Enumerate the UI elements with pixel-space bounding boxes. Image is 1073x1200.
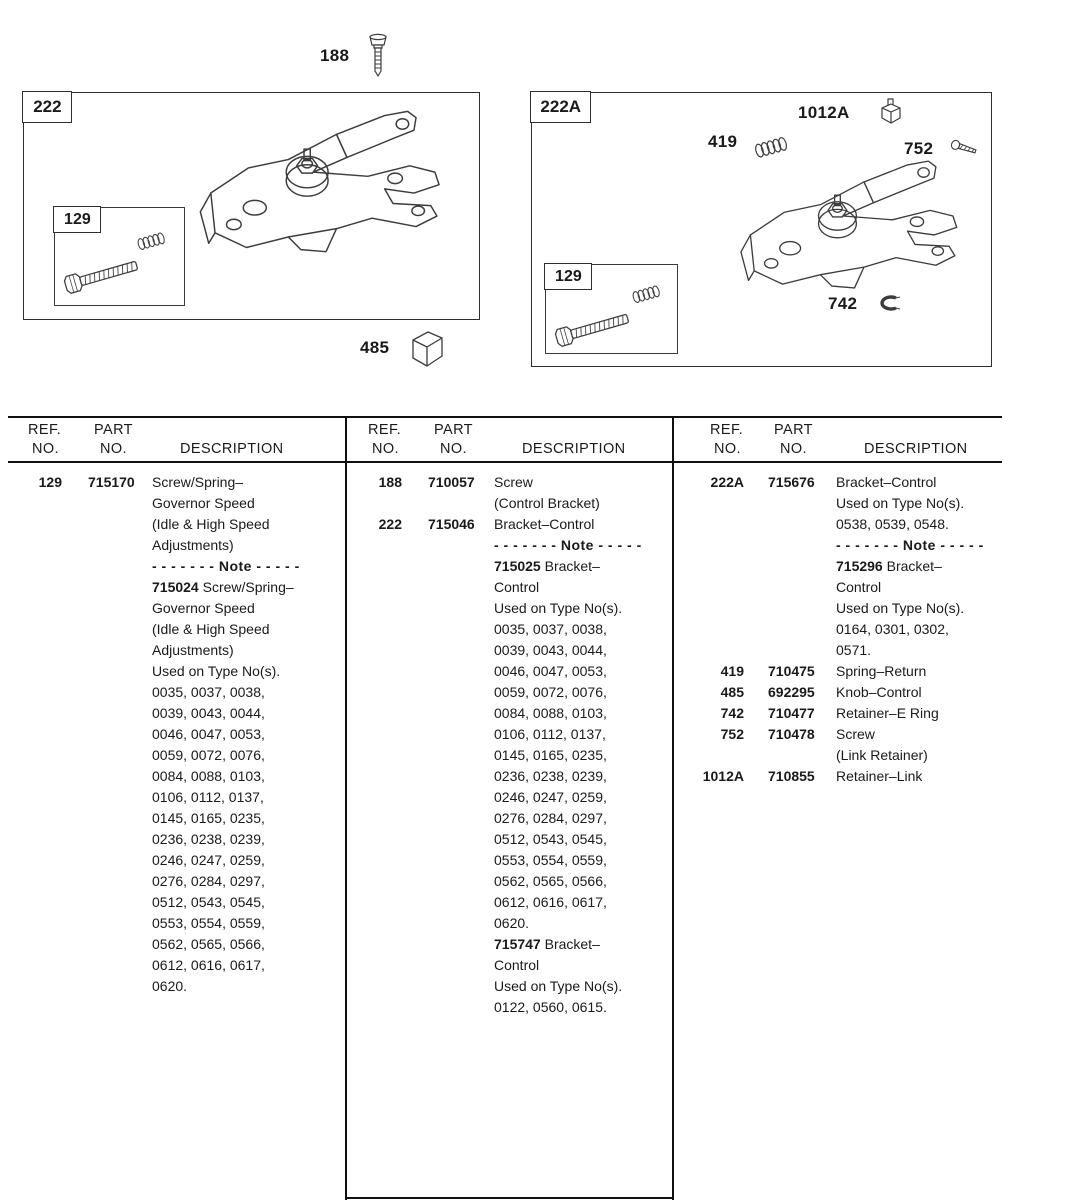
parts-row bbox=[8, 684, 345, 705]
parts-row bbox=[672, 642, 1002, 663]
control-bracket-art bbox=[722, 153, 987, 315]
parts-row bbox=[345, 705, 672, 726]
description-cell: 0236, 0238, 0239, bbox=[494, 768, 607, 784]
description-cell: 0145, 0165, 0235, bbox=[152, 810, 265, 826]
description-cell: 0035, 0037, 0038, bbox=[152, 684, 265, 700]
figure-label-129-right: 129 bbox=[544, 263, 592, 290]
description-cell: 0553, 0554, 0559, bbox=[152, 915, 265, 931]
description-cell: (Control Bracket) bbox=[494, 495, 600, 511]
parts-row bbox=[345, 957, 672, 978]
description-cell: 0084, 0088, 0103, bbox=[494, 705, 607, 721]
figure-box-222 bbox=[23, 92, 480, 320]
part-no-cell: 710477 bbox=[768, 705, 815, 721]
governor-screw-icon bbox=[61, 250, 153, 296]
figure-label-129-left: 129 bbox=[53, 206, 101, 233]
figure-box-222a bbox=[531, 92, 992, 367]
description-cell: 0039, 0043, 0044, bbox=[494, 642, 607, 658]
description-cell: 0106, 0112, 0137, bbox=[152, 789, 264, 805]
parts-row bbox=[672, 474, 1002, 495]
header-description: DESCRIPTION bbox=[180, 441, 284, 457]
retainer-link-icon bbox=[878, 98, 904, 126]
parts-row bbox=[8, 474, 345, 495]
parts-row bbox=[345, 495, 672, 516]
description-cell: Used on Type No(s). bbox=[836, 495, 965, 511]
header-ref: REF. bbox=[368, 422, 402, 438]
parts-row bbox=[672, 600, 1002, 621]
description-cell: Used on Type No(s). bbox=[494, 978, 623, 994]
note-line: - - - - - - - Note - - - - - bbox=[494, 537, 642, 553]
spring-icon bbox=[135, 230, 169, 252]
parts-column-2 bbox=[345, 416, 672, 1200]
parts-row bbox=[345, 537, 672, 558]
parts-row bbox=[8, 726, 345, 747]
description-cell: Retainer–Link bbox=[836, 768, 923, 784]
parts-row bbox=[8, 873, 345, 894]
header-part: PART bbox=[774, 422, 813, 438]
description-cell: Governor Speed bbox=[152, 495, 255, 511]
parts-row bbox=[345, 726, 672, 747]
description-cell: 0276, 0284, 0297, bbox=[152, 873, 265, 889]
parts-row bbox=[345, 558, 672, 579]
parts-row bbox=[345, 894, 672, 915]
description-cell: 0084, 0088, 0103, bbox=[152, 768, 265, 784]
governor-screw-icon bbox=[552, 303, 644, 349]
part-no-cell: 715046 bbox=[428, 516, 475, 532]
callout-752: 752 bbox=[904, 139, 934, 158]
part-no-cell: 710478 bbox=[768, 726, 815, 742]
parts-row bbox=[345, 873, 672, 894]
parts-rows bbox=[8, 474, 345, 999]
parts-row bbox=[8, 642, 345, 663]
header-no: NO. bbox=[440, 441, 467, 457]
description-cell: Screw bbox=[836, 726, 875, 742]
parts-row bbox=[672, 516, 1002, 537]
ref-no-cell: 222A bbox=[710, 474, 744, 490]
parts-row bbox=[672, 558, 1002, 579]
part-no-cell: 692295 bbox=[768, 684, 815, 700]
description-cell: (Idle & High Speed bbox=[152, 621, 270, 637]
parts-row bbox=[345, 642, 672, 663]
parts-row bbox=[8, 663, 345, 684]
parts-row bbox=[8, 516, 345, 537]
ref-no-cell: 222 bbox=[378, 516, 402, 532]
control-knob-icon bbox=[406, 327, 448, 371]
description-cell: 0046, 0047, 0053, bbox=[152, 726, 265, 742]
ref-no-cell: 188 bbox=[378, 474, 402, 490]
description-cell: 0046, 0047, 0053, bbox=[494, 663, 607, 679]
callout-419: 419 bbox=[708, 132, 738, 151]
parts-row bbox=[8, 579, 345, 600]
description-cell: 0246, 0247, 0259, bbox=[152, 852, 265, 868]
description-cell: 0276, 0284, 0297, bbox=[494, 810, 607, 826]
figure-label-222: 222 bbox=[22, 91, 72, 123]
ref-no-cell: 419 bbox=[720, 663, 744, 679]
description-cell: 0122, 0560, 0615. bbox=[494, 999, 607, 1015]
figure-box-129-right bbox=[545, 264, 678, 354]
description-cell: (Link Retainer) bbox=[836, 747, 928, 763]
parts-row bbox=[345, 852, 672, 873]
parts-rows bbox=[345, 474, 672, 1020]
parts-row bbox=[672, 705, 1002, 726]
column-header bbox=[672, 416, 1002, 462]
header-no: NO. bbox=[32, 441, 59, 457]
description-cell: 0562, 0565, 0566, bbox=[494, 873, 607, 889]
description-cell: 0620. bbox=[152, 978, 188, 994]
description-cell: 0512, 0543, 0545, bbox=[494, 831, 607, 847]
parts-row bbox=[345, 789, 672, 810]
parts-row bbox=[8, 978, 345, 999]
ref-no-cell: 129 bbox=[38, 474, 62, 490]
parts-row bbox=[8, 936, 345, 957]
description-cell: 0553, 0554, 0559, bbox=[494, 852, 607, 868]
description-cell: Screw bbox=[494, 474, 533, 490]
description-cell: 715747 Bracket– bbox=[494, 936, 600, 952]
description-cell: 0059, 0072, 0076, bbox=[152, 747, 265, 763]
parts-row bbox=[672, 747, 1002, 768]
parts-row bbox=[345, 936, 672, 957]
header-part: PART bbox=[94, 422, 133, 438]
parts-rows bbox=[672, 474, 1002, 789]
description-cell: Adjustments) bbox=[152, 642, 234, 658]
note-line: - - - - - - - Note - - - - - bbox=[836, 537, 984, 553]
header-no: NO. bbox=[372, 441, 399, 457]
description-cell: 0236, 0238, 0239, bbox=[152, 831, 265, 847]
description-cell: (Idle & High Speed bbox=[152, 516, 270, 532]
description-cell: 0612, 0616, 0617, bbox=[494, 894, 607, 910]
parts-row bbox=[672, 537, 1002, 558]
parts-row bbox=[345, 831, 672, 852]
parts-row bbox=[8, 537, 345, 558]
parts-row bbox=[672, 495, 1002, 516]
parts-row bbox=[8, 558, 345, 579]
parts-row bbox=[345, 978, 672, 999]
figure-box-129-left bbox=[54, 207, 185, 306]
part-no-cell: 715170 bbox=[88, 474, 135, 490]
description-cell: Used on Type No(s). bbox=[836, 600, 965, 616]
ref-no-cell: 1012A bbox=[702, 768, 744, 784]
parts-row bbox=[672, 621, 1002, 642]
parts-row bbox=[8, 495, 345, 516]
parts-row bbox=[8, 831, 345, 852]
callout-1012a: 1012A bbox=[798, 103, 850, 122]
description-cell: Knob–Control bbox=[836, 684, 922, 700]
ref-no-cell: 752 bbox=[720, 726, 744, 742]
parts-row bbox=[8, 852, 345, 873]
description-cell: Bracket–Control bbox=[494, 516, 595, 532]
description-cell: 715025 Bracket– bbox=[494, 558, 600, 574]
header-part: PART bbox=[434, 422, 473, 438]
bracket-screw-icon bbox=[366, 33, 390, 83]
description-cell: Control bbox=[836, 579, 882, 595]
description-cell: Governor Speed bbox=[152, 600, 255, 616]
parts-row bbox=[672, 579, 1002, 600]
parts-column-3 bbox=[672, 416, 1002, 1200]
description-cell: 0571. bbox=[836, 642, 872, 658]
figure-label-222a: 222A bbox=[530, 91, 591, 123]
parts-row bbox=[8, 915, 345, 936]
parts-row bbox=[8, 705, 345, 726]
spring-icon bbox=[630, 283, 664, 305]
parts-row bbox=[672, 684, 1002, 705]
description-cell: 0538, 0539, 0548. bbox=[836, 516, 949, 532]
description-cell: 0164, 0301, 0302, bbox=[836, 621, 949, 637]
description-cell: 0512, 0543, 0545, bbox=[152, 894, 265, 910]
parts-row bbox=[345, 810, 672, 831]
description-cell: 0035, 0037, 0038, bbox=[494, 621, 607, 637]
part-no-cell: 710475 bbox=[768, 663, 815, 679]
header-no: NO. bbox=[714, 441, 741, 457]
column-header bbox=[345, 416, 672, 462]
description-cell: 0246, 0247, 0259, bbox=[494, 789, 607, 805]
callout-485: 485 bbox=[360, 338, 390, 357]
parts-row bbox=[345, 600, 672, 621]
description-cell: 715296 Bracket– bbox=[836, 558, 942, 574]
description-cell: 0039, 0043, 0044, bbox=[152, 705, 265, 721]
parts-row bbox=[8, 768, 345, 789]
parts-row bbox=[8, 894, 345, 915]
description-cell: Bracket–Control bbox=[836, 474, 937, 490]
description-cell: Retainer–E Ring bbox=[836, 705, 939, 721]
parts-row bbox=[8, 789, 345, 810]
parts-row bbox=[345, 768, 672, 789]
parts-row bbox=[8, 621, 345, 642]
ref-no-cell: 485 bbox=[720, 684, 744, 700]
part-no-cell: 715676 bbox=[768, 474, 815, 490]
note-line: - - - - - - - Note - - - - - bbox=[152, 558, 300, 574]
description-cell: Adjustments) bbox=[152, 537, 234, 553]
description-cell: 715024 Screw/Spring– bbox=[152, 579, 294, 595]
e-ring-icon bbox=[874, 293, 904, 313]
description-cell: 0145, 0165, 0235, bbox=[494, 747, 607, 763]
control-bracket-art bbox=[176, 103, 476, 281]
parts-row bbox=[672, 726, 1002, 747]
ref-no-cell: 742 bbox=[720, 705, 744, 721]
description-cell: 0620. bbox=[494, 915, 530, 931]
parts-row bbox=[345, 915, 672, 936]
header-no: NO. bbox=[780, 441, 807, 457]
parts-row bbox=[345, 621, 672, 642]
part-no-cell: 710057 bbox=[428, 474, 475, 490]
column-header bbox=[8, 416, 345, 462]
header-ref: REF. bbox=[710, 422, 744, 438]
header-ref: REF. bbox=[28, 422, 62, 438]
parts-row bbox=[345, 579, 672, 600]
description-cell: Control bbox=[494, 579, 540, 595]
parts-column-1 bbox=[8, 416, 345, 1200]
parts-row bbox=[8, 957, 345, 978]
description-cell: 0106, 0112, 0137, bbox=[494, 726, 606, 742]
parts-row bbox=[345, 516, 672, 537]
description-cell: 0059, 0072, 0076, bbox=[494, 684, 607, 700]
description-cell: Used on Type No(s). bbox=[152, 663, 281, 679]
callout-188: 188 bbox=[320, 46, 350, 65]
part-no-cell: 710855 bbox=[768, 768, 815, 784]
parts-row bbox=[345, 684, 672, 705]
parts-row bbox=[345, 474, 672, 495]
header-no: NO. bbox=[100, 441, 127, 457]
description-cell: Spring–Return bbox=[836, 663, 927, 679]
description-cell: Screw/Spring– bbox=[152, 474, 244, 490]
header-description: DESCRIPTION bbox=[522, 441, 626, 457]
parts-row bbox=[8, 810, 345, 831]
description-cell: Used on Type No(s). bbox=[494, 600, 623, 616]
parts-row bbox=[8, 747, 345, 768]
parts-row bbox=[345, 663, 672, 684]
description-cell: 0562, 0565, 0566, bbox=[152, 936, 265, 952]
parts-row bbox=[345, 999, 672, 1020]
parts-row bbox=[8, 600, 345, 621]
parts-row bbox=[345, 747, 672, 768]
parts-row bbox=[672, 768, 1002, 789]
description-cell: 0612, 0616, 0617, bbox=[152, 957, 265, 973]
header-description: DESCRIPTION bbox=[864, 441, 968, 457]
parts-row bbox=[672, 663, 1002, 684]
callout-742: 742 bbox=[828, 294, 858, 313]
description-cell: Control bbox=[494, 957, 540, 973]
